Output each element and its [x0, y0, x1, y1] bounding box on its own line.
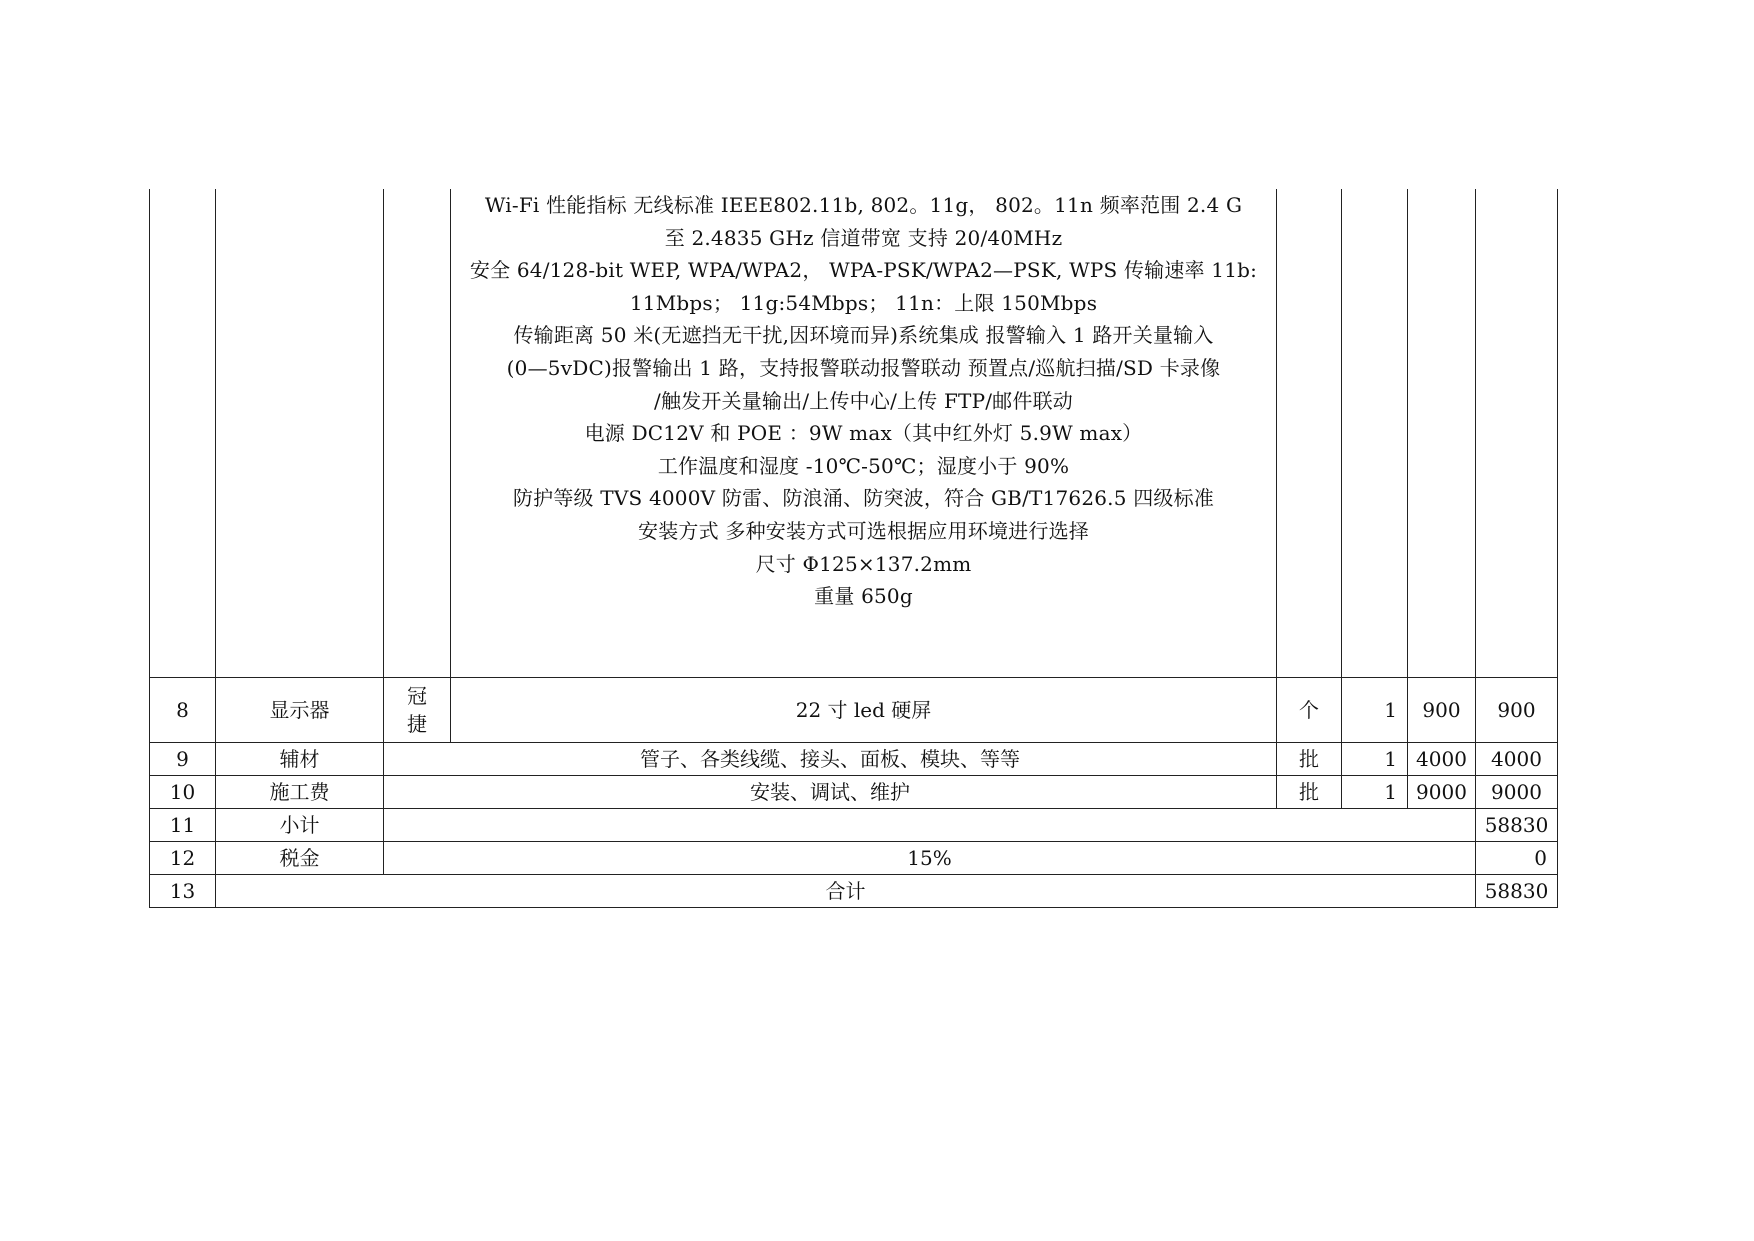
cell-no — [150, 189, 216, 678]
table-row — [150, 743, 1558, 776]
cell-total: 0 — [1476, 842, 1558, 875]
cell-total: 9000 — [1476, 776, 1558, 809]
spec-line: 电源 DC12V 和 POE ：9W max（其中红外灯 5.9W max） — [584, 421, 1143, 446]
cell-no: 10 — [150, 776, 216, 809]
spec-line: (0—5vDC)报警输出 1 路，支持报警联动报警联动 预置点/巡航扫描/SD 卡录像 — [506, 355, 1221, 380]
spec-line: 重量 650g — [814, 584, 913, 609]
cell-name: 合计 — [216, 875, 1476, 908]
spec-line: Wi-Fi 性能指标 无线标准 IEEE802.11b, 802。11g， 802。11n 频率范围 2.4 G — [484, 193, 1243, 217]
cell-unit: 个 — [1277, 678, 1342, 743]
spec-line: 传输距离 50 米(无遮挡无干扰,因环境而异)系统集成 报警输入 1 路开关量输入 — [513, 323, 1214, 348]
cell-no: 9 — [150, 743, 216, 776]
cell-name: 显示器 — [216, 678, 384, 743]
spec-line: 尺寸 Φ125×137.2mm — [755, 551, 972, 576]
quotation-table — [149, 189, 1558, 908]
cell-total: 58830 — [1476, 875, 1558, 908]
cell-no: 11 — [150, 809, 216, 842]
cell-price: 4000 — [1408, 743, 1476, 776]
table-row — [150, 776, 1558, 809]
cell-price: 900 — [1408, 678, 1476, 743]
cell-price — [1408, 189, 1476, 678]
cell-brand — [384, 678, 451, 743]
table-row-continuation — [150, 189, 1558, 678]
spec-line: 安装方式 多种安装方式可选根据应用环境进行选择 — [638, 518, 1089, 543]
cell-unit — [1277, 189, 1342, 678]
brand-char: 捷 — [407, 712, 427, 736]
spec-description — [451, 189, 1277, 678]
cell-desc: 安装、调试、维护 — [384, 776, 1277, 809]
cell-desc: 22 寸 led 硬屏 — [451, 678, 1277, 743]
cell-empty — [384, 809, 1476, 842]
table-row-grand-total — [150, 875, 1558, 908]
cell-desc: 管子、各类线缆、接头、面板、模块、等等 — [384, 743, 1277, 776]
spec-line: /触发开关量输出/上传中心/上传 FTP/邮件联动 — [654, 388, 1073, 413]
table-row-tax — [150, 842, 1558, 875]
cell-name: 施工费 — [216, 776, 384, 809]
cell-price: 9000 — [1408, 776, 1476, 809]
cell-unit: 批 — [1277, 776, 1342, 809]
cell-qty — [1342, 189, 1408, 678]
cell-no: 8 — [150, 678, 216, 743]
cell-no: 13 — [150, 875, 216, 908]
cell-no: 12 — [150, 842, 216, 875]
cell-name: 小计 — [216, 809, 384, 842]
spec-line: 防护等级 TVS 4000V 防雷、防浪涌、防突波，符合 GB/T17626.5 四级标准 — [512, 486, 1215, 511]
cell-total: 58830 — [1476, 809, 1558, 842]
cell-qty: 1 — [1342, 678, 1408, 743]
spec-line: 11Mbps； 11g:54Mbps； 11n：上限 150Mbps — [629, 290, 1098, 315]
cell-unit: 批 — [1277, 743, 1342, 776]
cell-total — [1476, 189, 1558, 678]
cell-name: 税金 — [216, 842, 384, 875]
brand-char: 冠 — [407, 684, 427, 708]
spec-line: 工作温度和湿度 -10℃-50℃；湿度小于 90% — [657, 453, 1070, 478]
cell-total: 4000 — [1476, 743, 1558, 776]
cell-brand — [384, 189, 451, 678]
table-row — [150, 678, 1558, 743]
cell-qty: 1 — [1342, 743, 1408, 776]
cell-name — [216, 189, 384, 678]
cell-desc: 15% — [384, 842, 1476, 875]
spec-line: 安全 64/128-bit WEP, WPA/WPA2， WPA-PSK/WPA2—PSK, WPS 传输速率 11b: — [469, 258, 1258, 283]
cell-total: 900 — [1476, 678, 1558, 743]
cell-qty: 1 — [1342, 776, 1408, 809]
cell-name: 辅材 — [216, 743, 384, 776]
table-row-subtotal — [150, 809, 1558, 842]
spec-line: 至 2.4835 GHz 信道带宽 支持 20/40MHz — [664, 225, 1063, 250]
